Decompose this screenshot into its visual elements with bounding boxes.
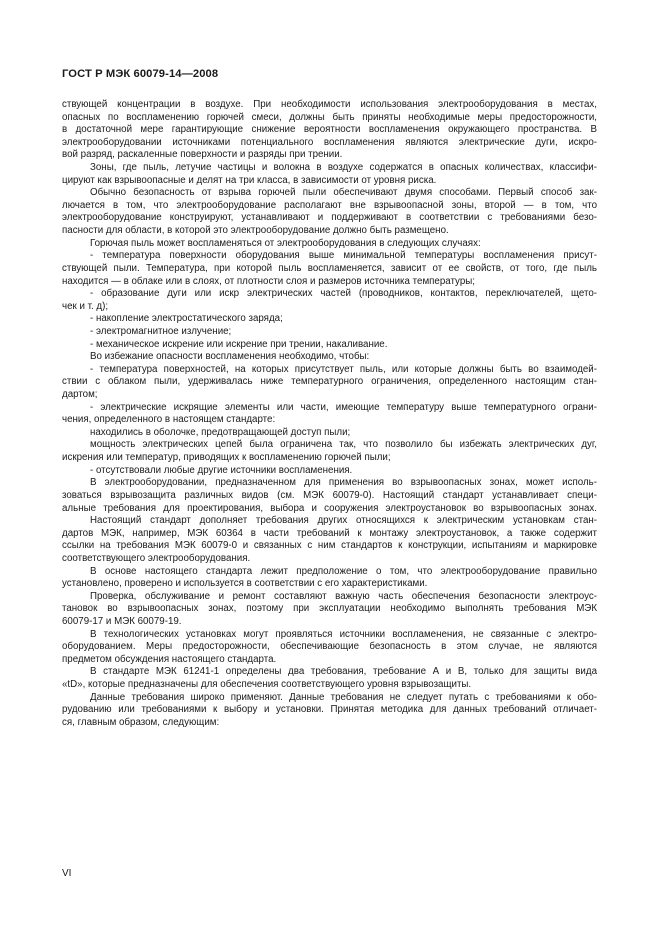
text-line: цируют как взрывоопасные и делят на три класса, в зависимости от уровня риска. <box>62 174 437 186</box>
document-header: ГОСТ Р МЭК 60079-14—2008 <box>62 68 219 80</box>
text-line: ствующей концентрации в воздухе. При необходимости использования электрооборудования в местах, <box>62 99 597 110</box>
text-line: - температура поверхностей, на которых присутствует пыль, или которые должны быть во взаимодей- <box>90 363 597 375</box>
text-line: искрения или температур, приводящих к воспламенению горючей пыли; <box>62 452 391 464</box>
text-line: оборудованием. Меры предосторожности, обеспечивающие безопасность в этом случае, не являются <box>62 641 597 653</box>
text-line: установлено, проверено и используется в соответствии с его характеристиками. <box>62 578 428 590</box>
text-line: в достаточной мере гарантирующие снижение вероятности воспламенения окружающего пространства. В <box>62 124 597 136</box>
text-line: Во избежание опасности воспламенения необходимо, чтобы: <box>90 351 370 363</box>
text-line: В основе настоящего стандарта лежит предположение о том, что электрооборудование правильно <box>90 565 597 577</box>
text-line: - механическое искрение или искрение при трении, накаливание. <box>90 338 388 350</box>
text-line: Зоны, где пыль, летучие частицы и волокна в воздухе содержатся в опасных количествах, классифи- <box>90 162 597 174</box>
text-line: тановок во взрывоопасных зонах, поэтому при эксплуатации необходимо выполнять требования МЭК <box>62 603 597 615</box>
text-line: - образование дуги или искр электрических частей (проводников, контактов, переключателей, щето- <box>90 288 597 300</box>
text-line: Настоящий стандарт дополняет требования других относящихся к электрическим установкам стан- <box>90 515 597 527</box>
text-line: В электрооборудовании, предназначенном для применения во взрывоопасных зонах, может исполь- <box>90 477 597 489</box>
text-line: чек и т. д); <box>62 300 109 312</box>
text-line: В технологических установках могут проявляться источники воспламенения, не связанные с электро- <box>90 628 597 640</box>
text-line: - электромагнитное излучение; <box>90 325 232 337</box>
text-line: пасности для области, в которой это электрооборудование должно быть размещено. <box>62 225 449 237</box>
text-line: - температура поверхности оборудования выше минимальной температуры воспламенения присут- <box>90 250 597 262</box>
text-line: ся, главным образом, следующим: <box>62 716 220 728</box>
text-line: зоваться взрывозащита различных видов (см. МЭК 60079-0). Настоящий стандарт устанавливает специ- <box>62 489 597 501</box>
text-line: дартов МЭК, например, МЭК 60364 в части требований к монтажу электроустановок, а также содержит <box>62 527 597 539</box>
text-line: - отсутствовали любые другие источники воспламенения. <box>90 464 353 476</box>
text-line: вой разряд, раскаленные поверхности и разряды при трении. <box>62 149 343 161</box>
text-line: ссылки на требования МЭК 60079-0 и связанных с ним стандартов к конструкции, испытаниям и маркировке <box>62 540 597 552</box>
text-line: Данные требования широко применяют. Данные требования не следует путать с требованиями к обо- <box>90 691 597 703</box>
text-line: ствующей пыли. Температура, при которой пыль воспламеняется, зависит от ее свойств, от того, где пыль <box>62 262 597 274</box>
text-line: предметом обсуждения настоящего стандарта. <box>62 653 277 665</box>
text-line: «tD», которые предназначены для обеспечения соответствующего уровня взрывозащиты. <box>62 679 472 691</box>
text-line: рудованию или требованиями к выбору и установки. Принятая методика для данных требований отличает- <box>62 704 597 716</box>
text-line: Обычно безопасность от взрыва горючей пыли обеспечивают двумя способами. Первый способ зак- <box>90 187 597 199</box>
text-line: Горючая пыль может воспламеняться от электрооборудования в следующих случаях: <box>90 237 481 249</box>
text-line: Проверка, обслуживание и ремонт составляют важную часть обеспечения безопасности электроус- <box>90 590 597 602</box>
text-line: находится — в облаке или в слоях, от плотности слоя и размеров источника температуры; <box>62 275 475 287</box>
page-number: VI <box>62 868 72 879</box>
text-line: ствии с облаком пыли, удерживалась ниже температурного ограничения, определенного настоящим стан- <box>62 376 597 388</box>
text-line: находились в оболочке, предотвращающей доступ пыли; <box>90 426 351 438</box>
text-line: электрооборудовании источниками потенциального воспламенения являются электрические дуги, искро- <box>62 136 597 148</box>
text-line: - электрические искрящие элементы или части, имеющие температуру выше температурного ограни- <box>90 401 597 413</box>
text-line: чения, определенного в настоящем стандарте: <box>62 414 276 426</box>
text-line: опасных по воспламенению горючей смеси, должны быть приняты необходимые меры предосторожности, <box>62 111 597 123</box>
text-line: лючается в том, что электрооборудование располагают вне взрывоопасной зоны, второй — в том, что <box>62 199 597 211</box>
text-line: 60079-17 и МЭК 60079-19. <box>62 615 182 627</box>
text-line: альные требования для проектирования, выбора и сооружения электроустановок во взрывоопасных зонах. <box>62 502 597 514</box>
text-line: мощность электрических цепей была ограничена так, что позволило бы избежать электрических дуг, <box>90 439 597 451</box>
text-line: соответствующего электрооборудования. <box>62 552 251 564</box>
text-line: - накопление электростатического заряда; <box>90 313 283 325</box>
text-line: дартом; <box>62 389 98 401</box>
document-body <box>62 99 597 729</box>
text-line: электрооборудование конструируют, устанавливают и поддерживают в соответствии с требованиями безо- <box>62 212 597 224</box>
text-line: В стандарте МЭК 61241-1 определены два требования, требование А и В, только для защиты вида <box>90 666 597 678</box>
